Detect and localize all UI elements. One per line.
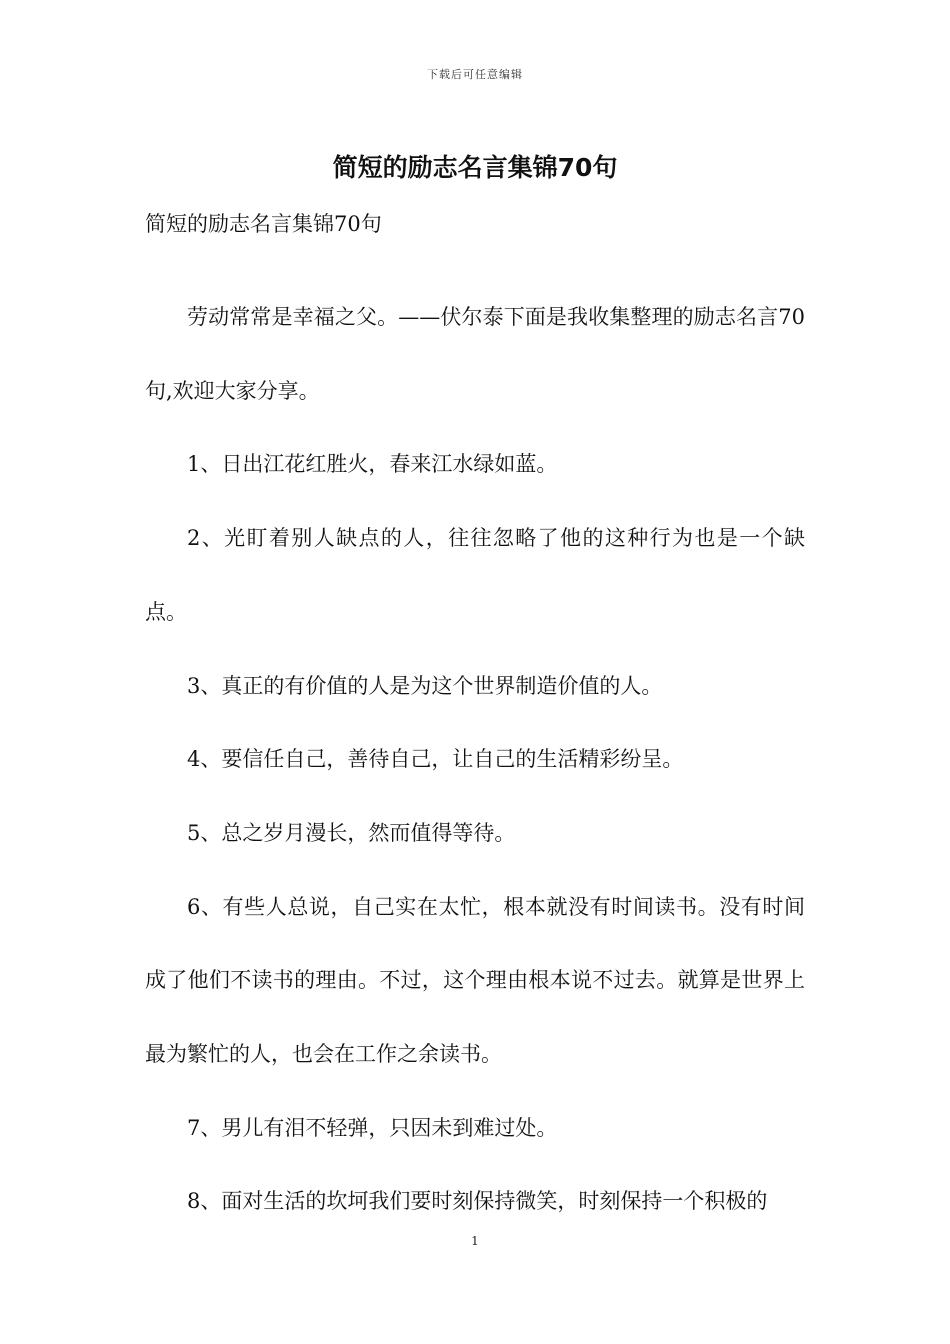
quote-item: 8、面对生活的坎坷我们要时刻保持微笑，时刻保持一个积极的 [187,1189,768,1214]
quote-item: 3、真正的有价值的人是为这个世界制造价值的人。 [187,673,663,698]
document-body [145,281,805,1239]
document-title: 简短的励志名言集锦70句 [332,153,618,182]
quote-item: 7、男儿有泪不轻弹，只因未到难过处。 [187,1115,558,1140]
document-subtitle: 简短的励志名言集锦70句 [145,212,382,236]
quote-item: 6、有些人总说，自己实在太忙，根本就没有时间读书。没有时间成了他们不读书的理由。不过，这个理由根本说不过去。就算是世界上最为繁忙的人，也会在工作之余读书。 [145,894,805,1067]
intro-paragraph: 劳动常常是幸福之父。——伏尔泰下面是我收集整理的励志名言70句,欢迎大家分享。 [145,305,805,403]
quote-item: 4、要信任自己，善待自己，让自己的生活精彩纷呈。 [187,747,684,772]
quote-item: 2、光盯着别人缺点的人，往往忽略了他的这种行为也是一个缺点。 [145,526,805,624]
page-number: 1 [471,1234,479,1248]
quote-item: 5、总之岁月漫长，然而值得等待。 [187,820,516,845]
quote-item: 1、日出江花红胜火，春来江水绿如蓝。 [187,452,558,477]
page-header: 下载后可任意编辑 [427,68,523,81]
